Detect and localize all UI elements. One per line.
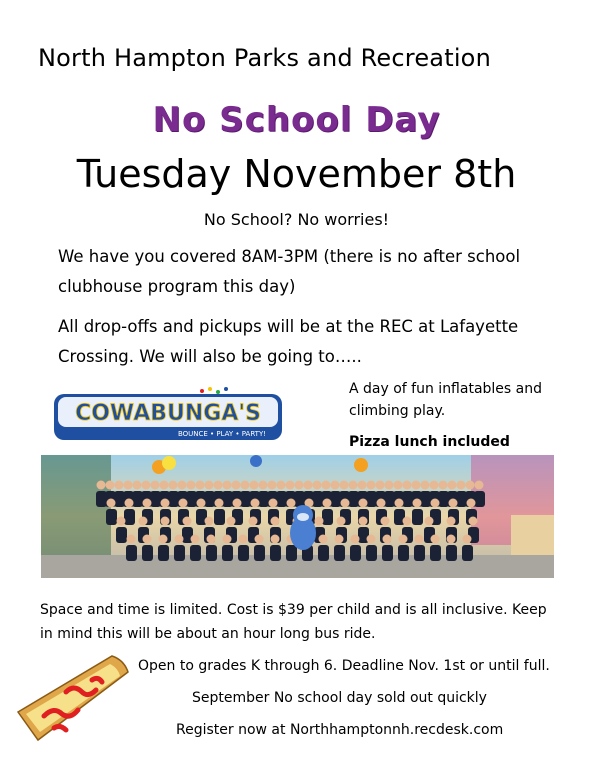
group-photo bbox=[41, 455, 554, 578]
organization-name: North Hampton Parks and Recreation bbox=[38, 44, 491, 72]
activity-description: A day of fun inflatables and climbing play. bbox=[349, 381, 542, 419]
location-paragraph: All drop-offs and pickups will be at the REC at Lafayette Crossing. We will also be going to….. bbox=[58, 317, 519, 366]
cost-line-1: Space and time is limited. Cost is $39 per child and is all inclusive. Keep bbox=[40, 602, 547, 618]
pizza-slice-icon bbox=[14, 652, 134, 744]
tagline: No School? No worries! bbox=[203, 210, 390, 229]
event-title: No School Day bbox=[152, 100, 441, 140]
lunch-note: Pizza lunch included bbox=[349, 434, 510, 450]
cowabungas-logo bbox=[52, 386, 284, 442]
sold-out-note: September No school day sold out quickly bbox=[192, 690, 487, 706]
cost-line-2: in mind this will be about an hour long bus ride. bbox=[40, 626, 376, 642]
logo-wordmark: COWABUNGA'S bbox=[75, 401, 261, 426]
logo-tagline: BOUNCE • PLAY • PARTY! bbox=[177, 430, 267, 438]
register-link[interactable]: Register now at Northhamptonnh.recdesk.com bbox=[176, 722, 504, 738]
hours-paragraph: We have you covered 8AM-3PM (there is no after school clubhouse program this day) bbox=[58, 247, 521, 296]
event-date: Tuesday November 8th bbox=[76, 152, 517, 196]
confetti-icon bbox=[200, 387, 228, 394]
grades-deadline: Open to grades K through 6. Deadline Nov. 1st or until full. bbox=[138, 658, 550, 674]
blue-dog-plush-icon bbox=[290, 505, 316, 550]
